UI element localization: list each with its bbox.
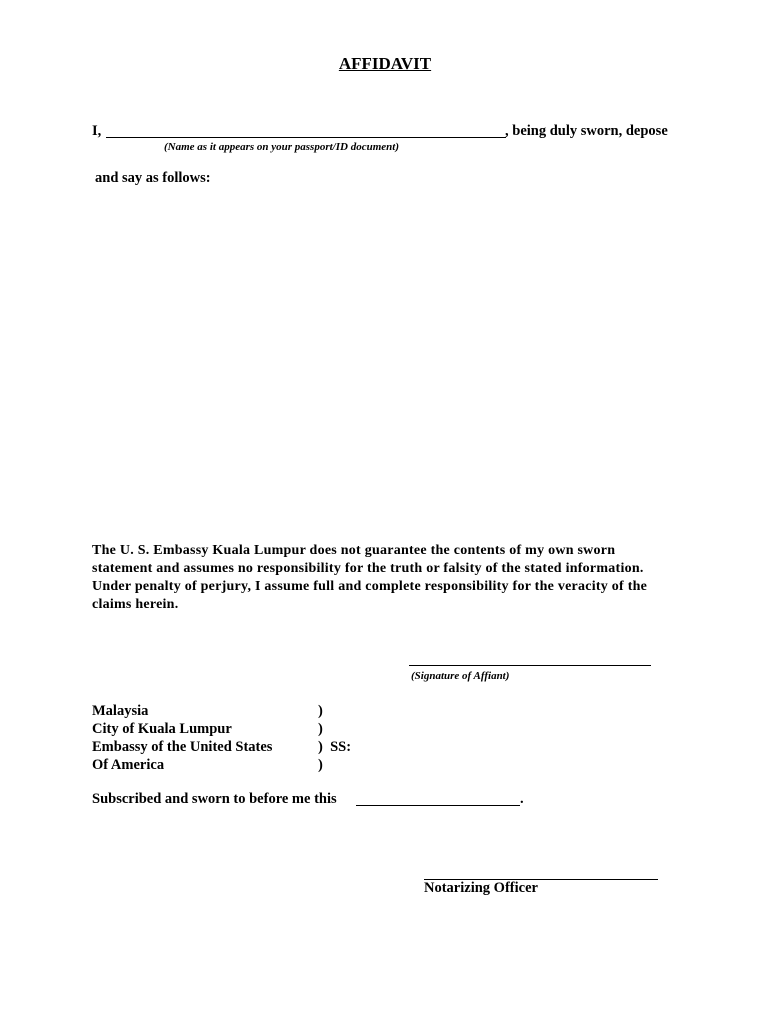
intro-prefix: I, — [92, 123, 102, 139]
intro-continuation: and say as follows: — [95, 170, 211, 186]
venue-label: Of America — [92, 757, 165, 773]
document-title: AFFIDAVIT — [338, 54, 432, 73]
statement-area[interactable] — [92, 200, 682, 530]
subscribed-text: Subscribed and sworn to before me this — [92, 791, 337, 807]
intro-suffix: , being duly sworn, depose — [505, 123, 668, 139]
venue-label: City of Kuala Lumpur — [92, 721, 232, 737]
venue-mark: ) — [318, 721, 323, 737]
date-field[interactable] — [356, 792, 520, 806]
notary-signature-line[interactable] — [424, 866, 658, 880]
venue-mark: ) SS: — [318, 739, 352, 755]
signature-caption: (Signature of Affiant) — [411, 670, 510, 682]
disclaimer-line: claims herein. — [92, 597, 179, 612]
name-note: (Name as it appears on your passport/ID document) — [164, 141, 399, 153]
venue-mark: ) — [318, 703, 323, 719]
disclaimer-line: The U. S. Embassy Kuala Lumpur does not guarantee the contents of my own sworn — [92, 543, 616, 558]
venue-label: Malaysia — [92, 703, 149, 719]
disclaimer-line: Under penalty of perjury, I assume full and complete responsibility for the veracity of the — [92, 579, 648, 594]
subscribed-end: . — [520, 791, 524, 807]
name-field[interactable] — [106, 124, 506, 138]
disclaimer — [92, 542, 682, 614]
venue-label: Embassy of the United States — [92, 739, 273, 755]
disclaimer-line: statement and assumes no responsibility for the truth or falsity of the stated information. — [92, 561, 644, 576]
venue-mark: ) — [318, 757, 323, 773]
signature-line[interactable] — [409, 652, 651, 666]
notary-caption: Notarizing Officer — [424, 880, 538, 896]
